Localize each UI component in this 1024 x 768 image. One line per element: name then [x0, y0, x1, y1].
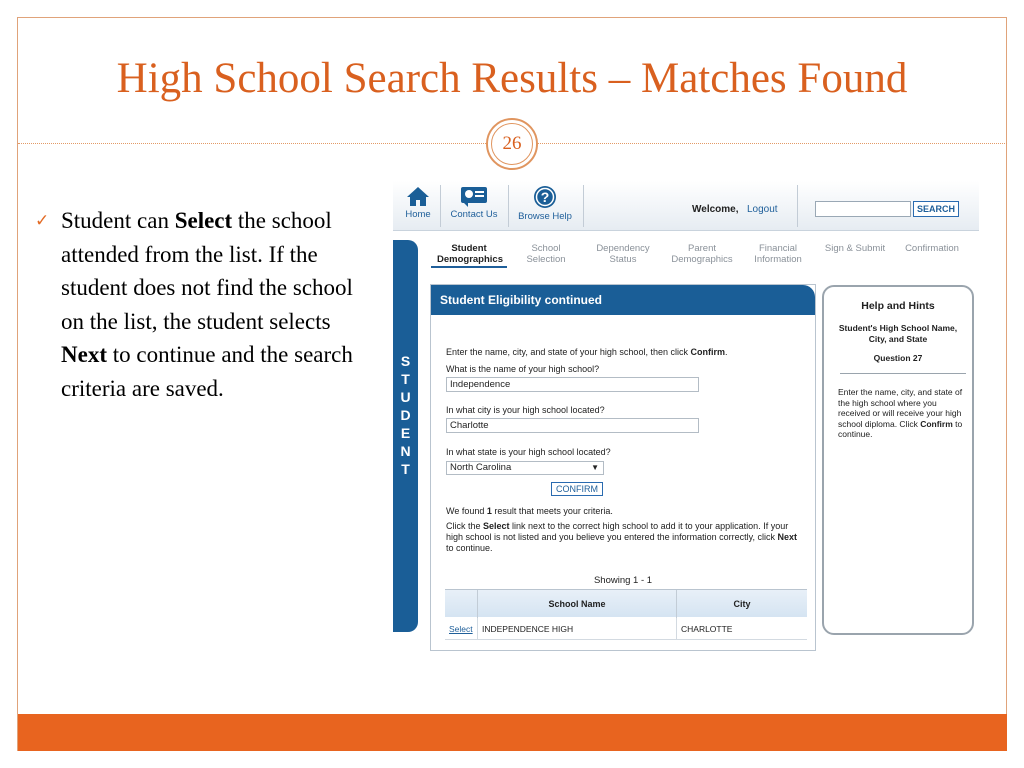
cell-city: CHARLOTTE: [681, 624, 733, 634]
help-body: Enter the name, city, and state of the high school where you received or will receive your high school diploma. Click Confirm to continue.: [838, 387, 963, 439]
divider-left: [18, 143, 486, 144]
intro-text: Enter the name, city, and state of your high school, then click Confirm.: [446, 347, 728, 357]
cell-school-name: INDEPENDENCE HIGH: [478, 618, 677, 640]
help-title: Help and Hints: [861, 300, 935, 312]
header-action: [445, 590, 478, 618]
bullet-point: [35, 204, 365, 405]
divider-right: [538, 143, 1007, 144]
tab-confirmation[interactable]: Confirmation: [905, 243, 959, 254]
school-city-input[interactable]: Charlotte: [446, 418, 699, 433]
question-school-state: In what state is your high school located?: [446, 447, 611, 457]
rail-label: S T U D E N T: [400, 353, 411, 477]
top-toolbar: [393, 181, 979, 231]
welcome-text: Welcome,: [692, 204, 739, 215]
header-school-name: School Name: [478, 590, 677, 618]
footer-bar: [18, 714, 1007, 751]
browse-help-button[interactable]: ? Browse Help: [514, 185, 576, 229]
school-state-select[interactable]: North Carolina ▼: [446, 461, 604, 475]
progress-tabs: [423, 243, 979, 271]
question-school-city: In what city is your high school located?: [446, 405, 605, 415]
home-icon: [405, 185, 431, 207]
chevron-down-icon: ▼: [591, 463, 599, 472]
home-button[interactable]: Home: [401, 185, 435, 229]
tab-sign-submit[interactable]: Sign & Submit: [824, 243, 886, 254]
checkmark-icon: ✓: [35, 211, 50, 230]
student-section-rail: [393, 240, 418, 632]
contact-icon: [459, 185, 489, 207]
help-icon: [533, 185, 557, 209]
table-row: [445, 618, 807, 640]
page-number-badge: [486, 118, 538, 170]
page-number: 26: [491, 123, 533, 165]
school-name-input[interactable]: Independence: [446, 377, 699, 392]
instructions-text: Click the Select link next to the correct high school to add it to your application. If your high school is not listed and you believe you entered the information correctly, click Next to continue.: [446, 521, 798, 553]
tab-dependency-status[interactable]: Dependency Status: [596, 243, 650, 265]
table-header: [445, 589, 807, 617]
search-button[interactable]: SEARCH: [913, 201, 959, 217]
bullet-text: Student can Select the school attended from the list. If the student does not find the school on the list, the student selects Next to continue and the search criteria are saved.: [61, 208, 353, 401]
tab-student-demographics[interactable]: Student Demographics: [437, 243, 503, 265]
question-school-name: What is the name of your high school?: [446, 364, 600, 374]
help-divider: [840, 373, 966, 374]
confirm-button[interactable]: CONFIRM: [551, 482, 603, 496]
eligibility-panel: [430, 284, 816, 651]
panel-title: Student Eligibility continued: [431, 285, 815, 315]
slide-title: High School Search Results – Matches Found: [116, 55, 908, 102]
fafsa-screenshot: [393, 181, 979, 651]
tab-parent-demographics[interactable]: Parent Demographics: [671, 243, 733, 265]
showing-count: Showing 1 - 1: [593, 575, 653, 586]
results-count-text: We found 1 result that meets your criteria.: [446, 506, 613, 516]
tab-financial-information[interactable]: Financial Information: [754, 243, 802, 265]
search-input[interactable]: [815, 201, 911, 217]
contact-us-button[interactable]: Contact Us: [447, 185, 501, 229]
help-question-number: Question 27: [873, 353, 923, 363]
header-city: City: [733, 599, 751, 609]
help-subtitle: Student's High School Name, City, and State: [838, 323, 958, 344]
select-link[interactable]: Select: [449, 624, 473, 634]
help-and-hints-panel: [822, 285, 974, 635]
svg-text:?: ?: [540, 189, 550, 205]
tab-school-selection[interactable]: School Selection: [526, 243, 566, 265]
logout-link[interactable]: Logout: [747, 204, 778, 215]
